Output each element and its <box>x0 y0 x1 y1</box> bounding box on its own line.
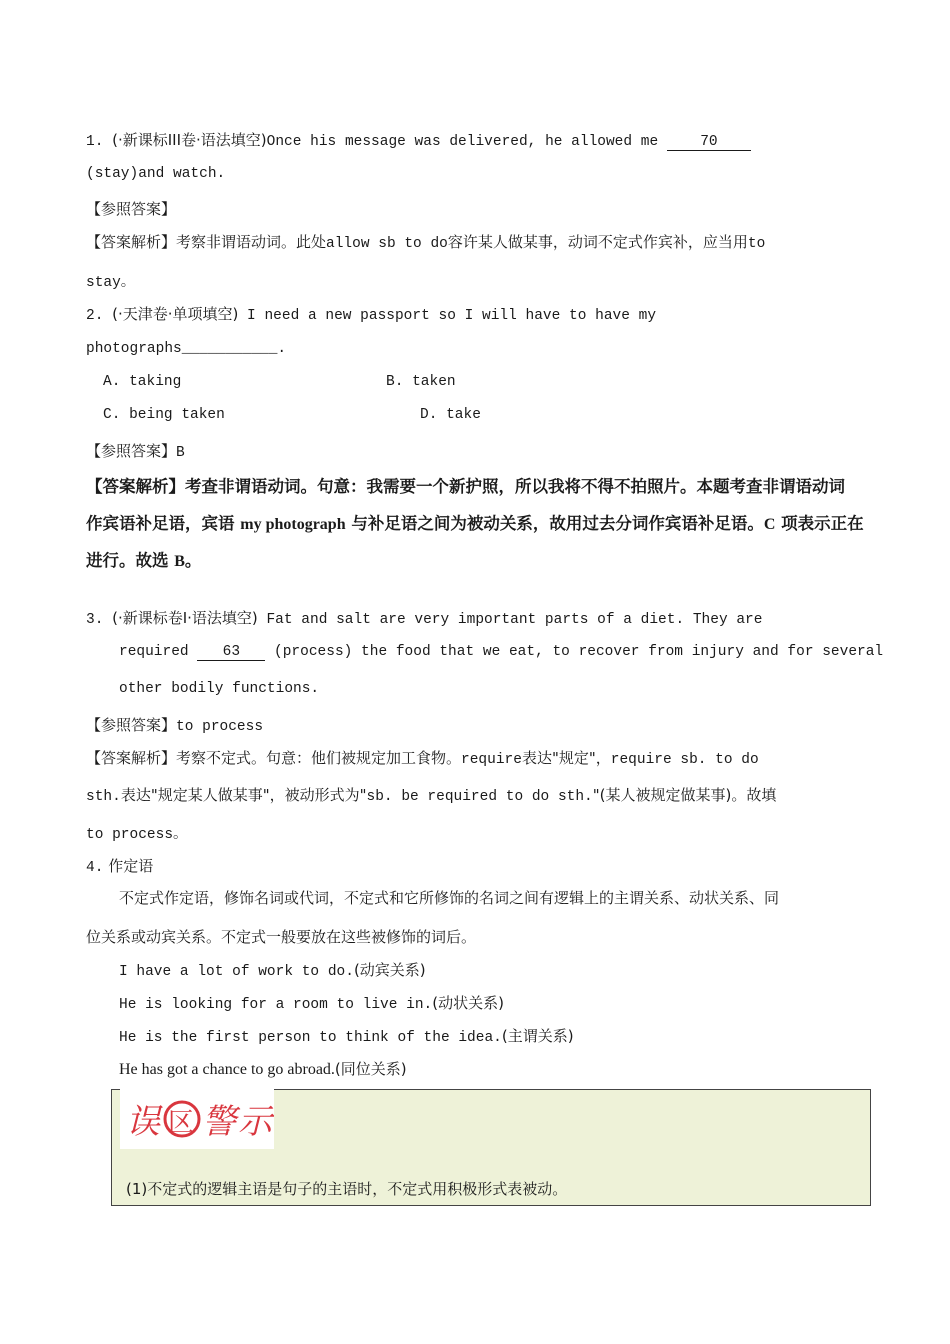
q4-example-3: He is the first person to think of the idea.(主谓关系) <box>119 1027 574 1046</box>
q3-analysis-line3: to process。 <box>86 827 188 843</box>
q3-line2: required 63 (process) the food that we eat, to recover from injury and for several <box>119 644 884 660</box>
q1-source: (·新课标III卷·语法填空) <box>112 131 267 149</box>
q4-example-2: He is looking for a room to live in.(动状关系) <box>119 994 504 1013</box>
q1-ref-answer: 【参照答案】 <box>86 200 177 218</box>
q2-option-d: D. take <box>420 407 481 423</box>
q1-line2: (stay)and watch. <box>86 166 226 182</box>
svg-text:误: 误 <box>126 1102 160 1142</box>
q4-example-4: He has got a chance to go abroad.(同位关系) <box>119 1060 407 1078</box>
svg-text:区: 区 <box>168 1108 195 1138</box>
q3-ref-answer: 【参照答案】to process <box>86 716 264 735</box>
q3-blank: 63 <box>197 645 265 661</box>
q2-option-a: A. taking <box>103 374 182 390</box>
warning-box <box>111 1089 871 1206</box>
q4-para-line2: 位关系或动宾关系。不定式一般要放在这些被修饰的词后。 <box>86 928 477 946</box>
q3-number: 3. <box>86 612 104 628</box>
q3-line3: other bodily functions. <box>119 681 320 697</box>
q1-analysis-line2: stay。 <box>86 275 136 291</box>
q4-para-line1: 不定式作定语，修饰名词或代词，不定式和它所修饰的名词之间有逻辑上的主谓关系、动状关系、同 <box>119 889 780 907</box>
q3-source: (·新课标卷I·语法填空) <box>112 609 258 627</box>
q1-analysis: 【答案解析】考察非谓语动词。此处allow sb to do容许某人做某事，动词不定式作宾补，应当用to <box>86 233 766 252</box>
q1-number: 1. <box>86 134 104 150</box>
q2-option-c: C. being taken <box>103 407 225 423</box>
q2-number: 2. <box>86 308 104 324</box>
q4-heading: 4. 作定语 <box>86 857 154 876</box>
q3-line1: 3. (·新课标卷I·语法填空) Fat and salt are very important parts of a diet. They are <box>86 609 763 628</box>
q3-analysis-line2: sth.表达"规定某人做某事"，被动形式为"sb. be required to do sth."(某人被规定做某事)。故填 <box>86 786 777 805</box>
q2-source: (·天津卷·单项填空) <box>112 305 239 323</box>
q2-analysis-line3: 进行。故选 B。 <box>86 551 202 570</box>
svg-text:警: 警 <box>202 1102 236 1142</box>
warning-stamp-icon <box>120 1089 274 1149</box>
q2-option-b: B. taken <box>386 374 456 390</box>
q2-line1: 2. (·天津卷·单项填空) I need a new passport so I will have to have my <box>86 305 657 324</box>
q3-analysis-line1: 【答案解析】考察不定式。句意：他们被规定加工食物。require表达"规定"，require sb. to do <box>86 749 759 768</box>
q2-analysis-line1: 【答案解析】考查非谓语动词。句意：我需要一个新护照，所以我将不得不拍照片。本题考查非谓语动词 <box>86 477 845 496</box>
q2-line2: photographs___________. <box>86 341 287 357</box>
svg-text:示: 示 <box>238 1102 272 1142</box>
q1-blank: 70 <box>667 135 751 151</box>
q2-ref-answer: 【参照答案】B <box>86 442 185 461</box>
warning-stamp-logo <box>120 1089 274 1149</box>
q2-analysis-line2: 作宾语补足语，宾语 my photograph 与补足语之间为被动关系，故用过去分词作宾语补足语。C 项表示正在 <box>86 514 864 533</box>
q1-line1 <box>86 129 751 151</box>
q4-example-1: I have a lot of work to do.(动宾关系) <box>119 961 426 980</box>
q1-text: Once his message was delivered, he allowed me <box>266 134 667 150</box>
warning-text: (1)不定式的逻辑主语是句子的主语时，不定式用积极形式表被动。 <box>126 1180 568 1198</box>
